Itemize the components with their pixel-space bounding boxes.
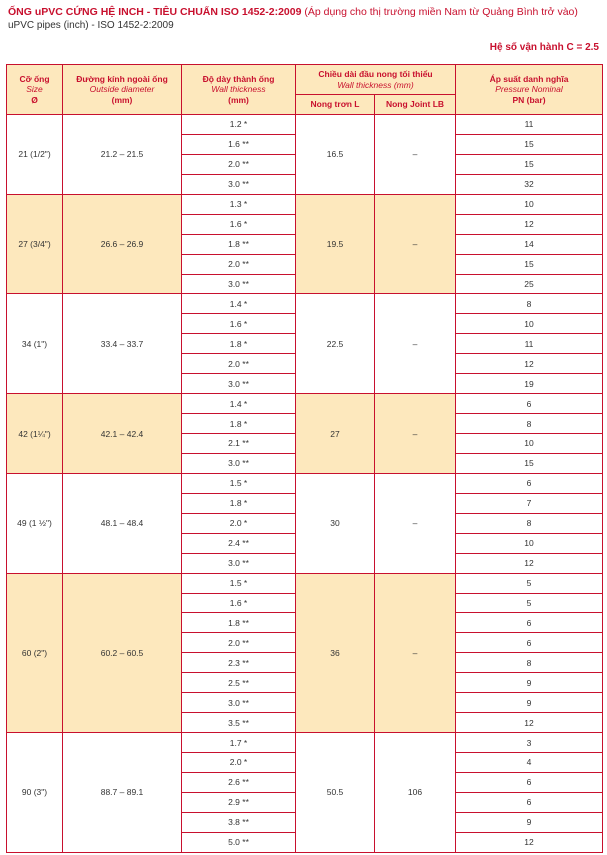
socket-joint-cell: 106 xyxy=(375,733,456,853)
socket-plain-cell: 27 xyxy=(296,394,375,474)
size-cell: 34 (1") xyxy=(7,294,63,394)
header-size: Cỡ ống Size Ø xyxy=(7,65,63,115)
table-row xyxy=(7,573,603,593)
thickness-cell: 2.3 ** xyxy=(182,653,296,673)
thickness-cell: 2.0 ** xyxy=(182,154,296,174)
pressure-cell: 3 xyxy=(456,733,603,753)
pressure-cell: 4 xyxy=(456,753,603,773)
thickness-cell: 2.9 ** xyxy=(182,792,296,812)
pressure-cell: 15 xyxy=(456,134,603,154)
thickness-cell: 2.4 ** xyxy=(182,533,296,553)
thickness-cell: 3.0 ** xyxy=(182,274,296,294)
pressure-cell: 15 xyxy=(456,453,603,473)
thickness-cell: 1.6 * xyxy=(182,314,296,334)
thickness-cell: 3.0 ** xyxy=(182,693,296,713)
size-cell: 21 (1/2") xyxy=(7,115,63,195)
spec-table xyxy=(6,64,603,853)
thickness-cell: 1.8 ** xyxy=(182,613,296,633)
size-cell: 42 (1¼") xyxy=(7,394,63,474)
diameter-cell: 33.4 – 33.7 xyxy=(63,294,182,394)
pressure-cell: 6 xyxy=(456,473,603,493)
pressure-cell: 10 xyxy=(456,533,603,553)
thickness-cell: 1.8 ** xyxy=(182,234,296,254)
pressure-cell: 12 xyxy=(456,214,603,234)
socket-plain-cell: 19.5 xyxy=(296,194,375,294)
thickness-cell: 1.3 * xyxy=(182,194,296,214)
thickness-cell: 2.0 ** xyxy=(182,254,296,274)
pressure-cell: 7 xyxy=(456,493,603,513)
title-note: (Áp dụng cho thị trường miền Nam từ Quảng Bình trở vào) xyxy=(304,6,578,18)
thickness-cell: 2.0 * xyxy=(182,513,296,533)
title-main: ỐNG uPVC CỨNG HỆ INCH - TIÊU CHUẨN ISO 1452-2:2009 xyxy=(8,6,302,18)
diameter-cell: 21.2 – 21.5 xyxy=(63,115,182,195)
pressure-cell: 5 xyxy=(456,593,603,613)
thickness-cell: 3.8 ** xyxy=(182,812,296,832)
size-cell: 90 (3") xyxy=(7,733,63,853)
pressure-cell: 6 xyxy=(456,394,603,414)
pressure-cell: 6 xyxy=(456,613,603,633)
pressure-cell: 8 xyxy=(456,513,603,533)
header-pressure: Áp suất danh nghĩa Pressure Nominal PN (bar) xyxy=(456,65,603,115)
socket-joint-cell: – xyxy=(375,194,456,294)
pressure-cell: 9 xyxy=(456,673,603,693)
pressure-cell: 9 xyxy=(456,693,603,713)
size-cell: 27 (3/4") xyxy=(7,194,63,294)
socket-joint-cell: – xyxy=(375,115,456,195)
pressure-cell: 11 xyxy=(456,334,603,354)
socket-joint-cell: – xyxy=(375,394,456,474)
socket-joint-cell: – xyxy=(375,473,456,573)
pressure-cell: 10 xyxy=(456,314,603,334)
socket-joint-cell: – xyxy=(375,573,456,733)
table-row xyxy=(7,473,603,493)
pressure-cell: 6 xyxy=(456,633,603,653)
thickness-cell: 2.0 ** xyxy=(182,633,296,653)
thickness-cell: 3.0 ** xyxy=(182,453,296,473)
diameter-cell: 48.1 – 48.4 xyxy=(63,473,182,573)
thickness-cell: 1.6 * xyxy=(182,214,296,234)
header-socket-length: Chiều dài đầu nong tối thiểu Wall thickness (mm) xyxy=(296,65,456,95)
pressure-cell: 25 xyxy=(456,274,603,294)
diameter-cell: 42.1 – 42.4 xyxy=(63,394,182,474)
size-cell: 49 (1 ½") xyxy=(7,473,63,573)
diameter-cell: 26.6 – 26.9 xyxy=(63,194,182,294)
socket-plain-cell: 50.5 xyxy=(296,733,375,853)
pressure-cell: 32 xyxy=(456,174,603,194)
pressure-cell: 6 xyxy=(456,772,603,792)
pressure-cell: 5 xyxy=(456,573,603,593)
size-cell: 60 (2") xyxy=(7,573,63,733)
operating-coefficient: Hệ số vận hành C = 2.5 xyxy=(489,42,599,53)
thickness-cell: 1.6 * xyxy=(182,593,296,613)
header-socket-plain: Nong trơn L xyxy=(296,95,375,115)
pressure-cell: 12 xyxy=(456,354,603,374)
thickness-cell: 3.0 ** xyxy=(182,174,296,194)
thickness-cell: 2.1 ** xyxy=(182,434,296,454)
thickness-cell: 1.4 * xyxy=(182,294,296,314)
thickness-cell: 1.6 ** xyxy=(182,134,296,154)
pressure-cell: 12 xyxy=(456,553,603,573)
pressure-cell: 10 xyxy=(456,194,603,214)
thickness-cell: 1.5 * xyxy=(182,573,296,593)
pressure-cell: 8 xyxy=(456,414,603,434)
thickness-cell: 2.5 ** xyxy=(182,673,296,693)
thickness-cell: 2.0 ** xyxy=(182,354,296,374)
header-thickness: Độ dày thành ống Wall thickness (mm) xyxy=(182,65,296,115)
socket-plain-cell: 36 xyxy=(296,573,375,733)
thickness-cell: 1.8 * xyxy=(182,493,296,513)
table-row xyxy=(7,194,603,214)
socket-plain-cell: 16.5 xyxy=(296,115,375,195)
thickness-cell: 1.2 * xyxy=(182,115,296,135)
thickness-cell: 1.5 * xyxy=(182,473,296,493)
pressure-cell: 8 xyxy=(456,653,603,673)
table-row xyxy=(7,394,603,414)
thickness-cell: 3.0 ** xyxy=(182,553,296,573)
pressure-cell: 8 xyxy=(456,294,603,314)
pressure-cell: 10 xyxy=(456,434,603,454)
header-diameter: Đường kính ngoài ống Outside diameter (mm) xyxy=(63,65,182,115)
document-subtitle: uPVC pipes (inch) - ISO 1452-2:2009 xyxy=(8,20,174,31)
pressure-cell: 12 xyxy=(456,832,603,852)
table-body xyxy=(7,115,603,853)
pressure-cell: 11 xyxy=(456,115,603,135)
thickness-cell: 5.0 ** xyxy=(182,832,296,852)
thickness-cell: 1.4 * xyxy=(182,394,296,414)
pressure-cell: 6 xyxy=(456,792,603,812)
header-socket-joint: Nong Joint LB xyxy=(375,95,456,115)
table-row xyxy=(7,733,603,753)
thickness-cell: 2.6 ** xyxy=(182,772,296,792)
socket-plain-cell: 30 xyxy=(296,473,375,573)
thickness-cell: 1.7 * xyxy=(182,733,296,753)
pressure-cell: 15 xyxy=(456,154,603,174)
diameter-cell: 88.7 – 89.1 xyxy=(63,733,182,853)
pressure-cell: 15 xyxy=(456,254,603,274)
thickness-cell: 1.8 * xyxy=(182,414,296,434)
document-title xyxy=(8,6,578,18)
diameter-cell: 60.2 – 60.5 xyxy=(63,573,182,733)
pressure-cell: 19 xyxy=(456,374,603,394)
socket-joint-cell: – xyxy=(375,294,456,394)
thickness-cell: 3.5 ** xyxy=(182,713,296,733)
thickness-cell: 2.0 * xyxy=(182,753,296,773)
socket-plain-cell: 22.5 xyxy=(296,294,375,394)
thickness-cell: 3.0 ** xyxy=(182,374,296,394)
thickness-cell: 1.8 * xyxy=(182,334,296,354)
table-row xyxy=(7,294,603,314)
table-row xyxy=(7,115,603,135)
pressure-cell: 14 xyxy=(456,234,603,254)
pressure-cell: 12 xyxy=(456,713,603,733)
pressure-cell: 9 xyxy=(456,812,603,832)
